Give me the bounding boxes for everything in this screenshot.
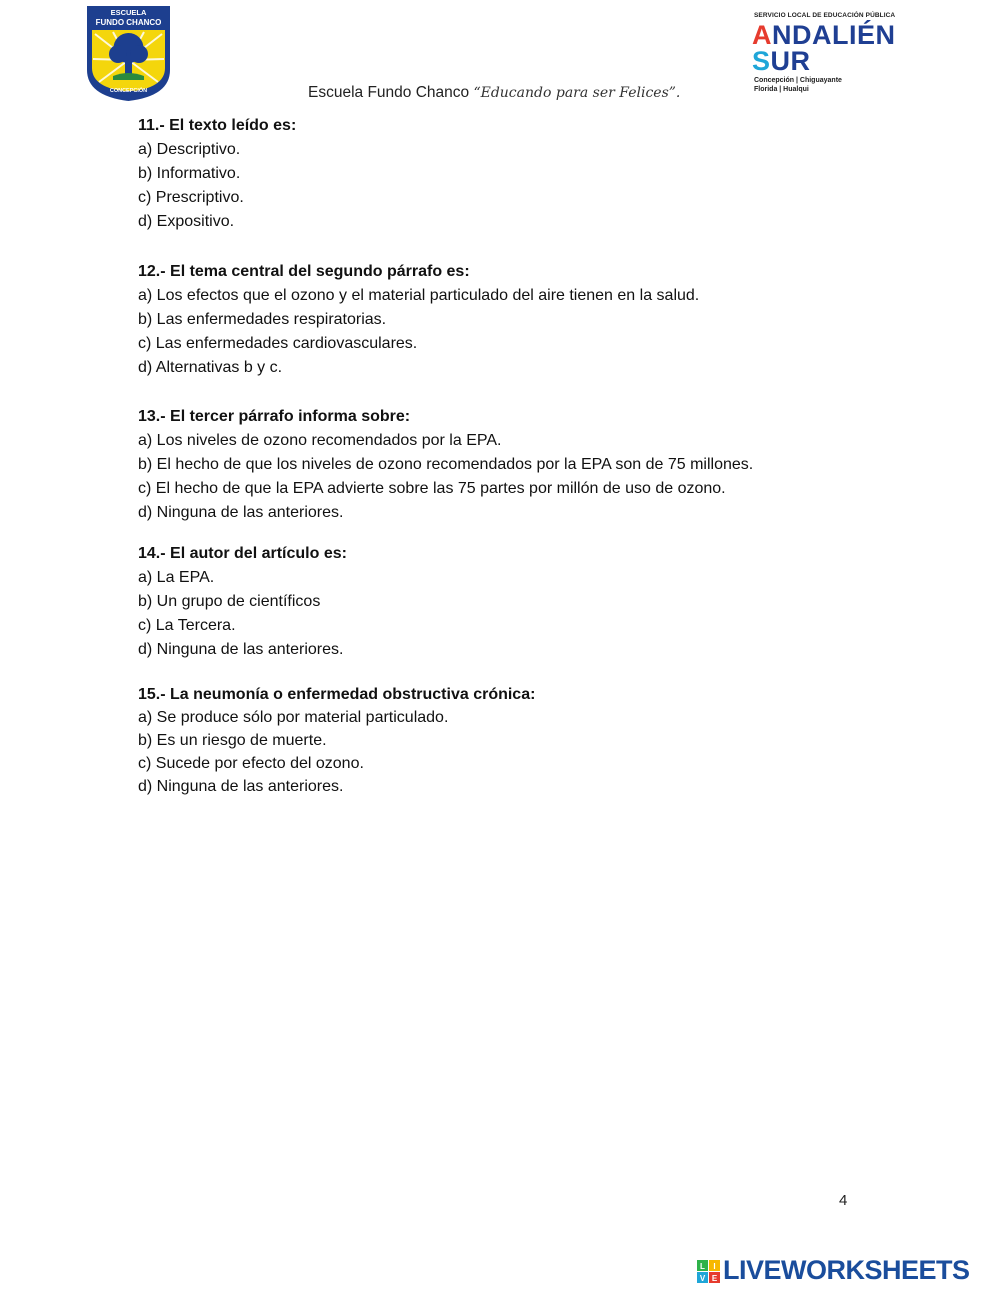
sle-letter: U [770, 46, 791, 76]
crest-shield-icon [85, 4, 172, 102]
andalien-sur-logo [752, 12, 912, 94]
answer-option[interactable]: a) La EPA. [138, 569, 215, 586]
answer-option[interactable]: b) Un grupo de científicos [138, 593, 321, 610]
cube-letter: I [713, 1262, 716, 1271]
sle-letter: I [849, 20, 858, 50]
crest-top-text: ESCUELA [110, 8, 147, 17]
answer-option[interactable]: a) Se produce sólo por material particulado. [138, 709, 449, 726]
sle-letter: S [752, 46, 771, 76]
sle-letter: R [790, 46, 811, 76]
answer-option[interactable]: d) Expositivo. [138, 213, 235, 230]
answer-option[interactable]: c) El hecho de que la EPA advierte sobre las 75 partes por millón de uso de ozono. [138, 480, 726, 497]
sle-small-text: SERVICIO LOCAL DE EDUCACIÓN PÚBLICA [754, 12, 896, 19]
answer-option[interactable]: a) Los efectos que el ozono y el material particulado del aire tienen en la salud. [138, 287, 700, 304]
questions-section [138, 114, 858, 798]
sle-letter: N [772, 20, 792, 50]
answer-option[interactable]: a) Descriptivo. [138, 141, 241, 158]
crest-bottom-text: CONCEPCIÓN [109, 88, 148, 94]
sle-letter: L [832, 20, 849, 50]
sle-letter: A [752, 20, 772, 50]
answer-option[interactable]: b) Las enfermedades respiratorias. [138, 311, 387, 328]
question-11 [138, 114, 858, 260]
question-14 [138, 542, 858, 684]
answer-option[interactable]: c) La Tercera. [138, 617, 236, 634]
answer-option[interactable]: b) Es un riesgo de muerte. [138, 732, 327, 749]
question-title: 14.- El autor del artículo es: [138, 545, 347, 562]
answer-option[interactable]: c) Las enfermedades cardiovasculares. [138, 335, 418, 352]
sle-places-line2: Florida | Hualqui [754, 86, 809, 93]
live-cubes-icon [697, 1260, 721, 1284]
question-13 [138, 405, 858, 542]
answer-option[interactable]: d) Alternativas b y c. [138, 359, 283, 376]
liveworksheets-logo[interactable] [697, 1254, 997, 1286]
sle-line1 [752, 21, 896, 49]
answer-option[interactable]: c) Prescriptivo. [138, 189, 244, 206]
answer-option[interactable]: c) Sucede por efecto del ozono. [138, 755, 364, 772]
question-15 [138, 684, 858, 798]
answer-option[interactable]: d) Ninguna de las anteriores. [138, 641, 344, 658]
sle-letter: D [792, 20, 812, 50]
sle-line2 [752, 47, 811, 75]
cube-letter: L [700, 1262, 705, 1271]
liveworksheets-brand: LIVEWORKSHEETS [723, 1255, 970, 1285]
sle-line2-text [752, 46, 811, 76]
answer-option[interactable]: a) Los niveles de ozono recomendados por la EPA. [138, 432, 502, 449]
sle-letter: É [857, 20, 876, 50]
page-header [308, 84, 680, 102]
question-title: 12.- El tema central del segundo párrafo es: [138, 263, 470, 280]
question-12 [138, 260, 858, 405]
cube-letter: E [711, 1274, 718, 1283]
question-title: 15.- La neumonía o enfermedad obstructiva crónica: [138, 686, 536, 703]
answer-option[interactable]: b) Informativo. [138, 165, 241, 182]
sle-places-line1: Concepción | Chiguayante [754, 77, 842, 84]
page-number: 4 [839, 1192, 848, 1209]
question-title: 11.- El texto leído es: [138, 117, 297, 134]
school-motto: “Educando para ser Felices”. [473, 85, 681, 101]
school-name: Escuela Fundo Chanco [308, 84, 470, 101]
question-title: 13.- El tercer párrafo informa sobre: [138, 408, 411, 425]
crest-name-text: FUNDO CHANCO [95, 18, 162, 27]
sle-letter: A [812, 20, 832, 50]
answer-option[interactable]: d) Ninguna de las anteriores. [138, 504, 344, 521]
school-crest-logo [85, 4, 172, 102]
cube-letter: V [699, 1274, 706, 1283]
answer-option[interactable]: d) Ninguna de las anteriores. [138, 778, 344, 795]
answer-option[interactable]: b) El hecho de que los niveles de ozono recomendados por la EPA son de 75 millones. [138, 456, 754, 473]
sle-places [754, 76, 842, 94]
sle-letter: N [875, 20, 896, 50]
